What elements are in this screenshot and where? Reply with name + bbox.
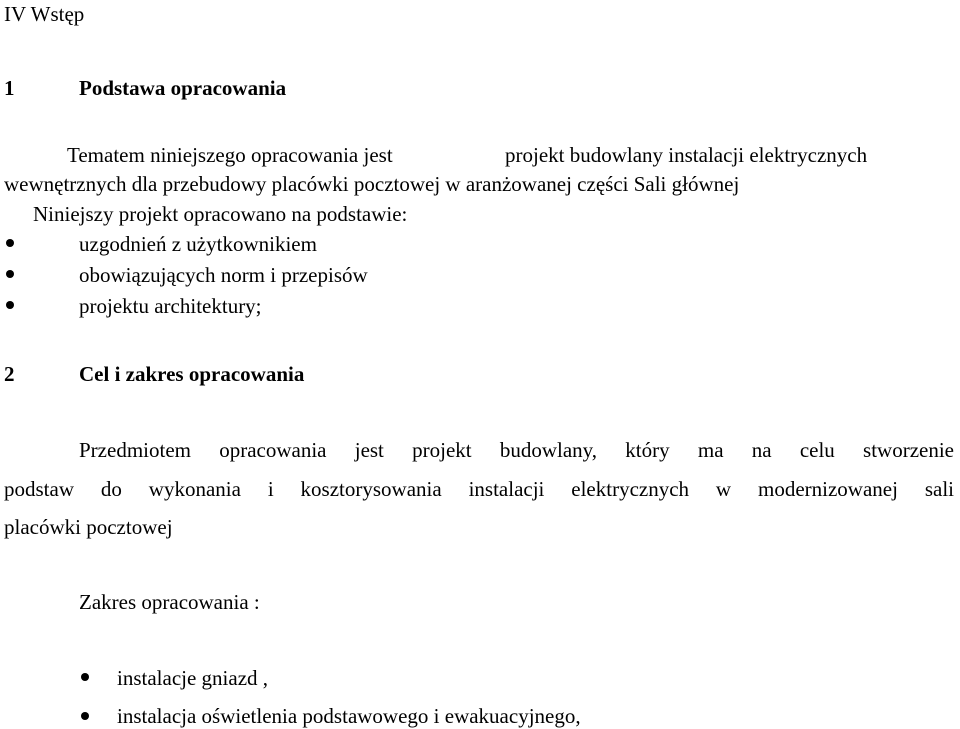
basis-item: projektu architektury; [79,294,262,318]
bullet-icon [6,270,14,278]
bullet-icon [6,301,14,309]
section-1-number: 1 [4,76,15,100]
bullet-icon [6,239,14,247]
section-2-title: Cel i zakres opracowania [79,362,305,386]
scope-item: instalacje gniazd , [117,666,269,690]
intro-line-1a: Tematem niniejszego opracowania jest [67,143,393,167]
bullet-icon [81,673,89,681]
purpose-line-2: podstaw do wykonania i kosztorysowania instalacji elektrycznych w modernizowanej sali [4,477,954,501]
basis-item: obowiązujących norm i przepisów [79,263,368,287]
scope-lead: Zakres opracowania : [79,590,260,614]
section-2-number: 2 [4,362,15,386]
intro-line-1b: projekt budowlany instalacji elektrycznych [505,143,868,167]
basis-item: uzgodnień z użytkownikiem [79,232,317,256]
scope-item: instalacja oświetlenia podstawowego i ewakuacyjnego, [117,704,581,728]
intro-line-2: wewnętrznych dla przebudowy placówki pocztowej w aranżowanej części Sali głównej [4,172,740,196]
purpose-line-1: Przedmiotem opracowania jest projekt budowlany, który ma na celu stworzenie [79,438,954,462]
section-1-title: Podstawa opracowania [79,76,287,100]
bullet-icon [81,712,89,720]
part-heading: IV Wstęp [4,2,85,26]
basis-lead: Niniejszy projekt opracowano na podstawie: [33,202,408,226]
purpose-line-3: placówki pocztowej [4,515,173,539]
